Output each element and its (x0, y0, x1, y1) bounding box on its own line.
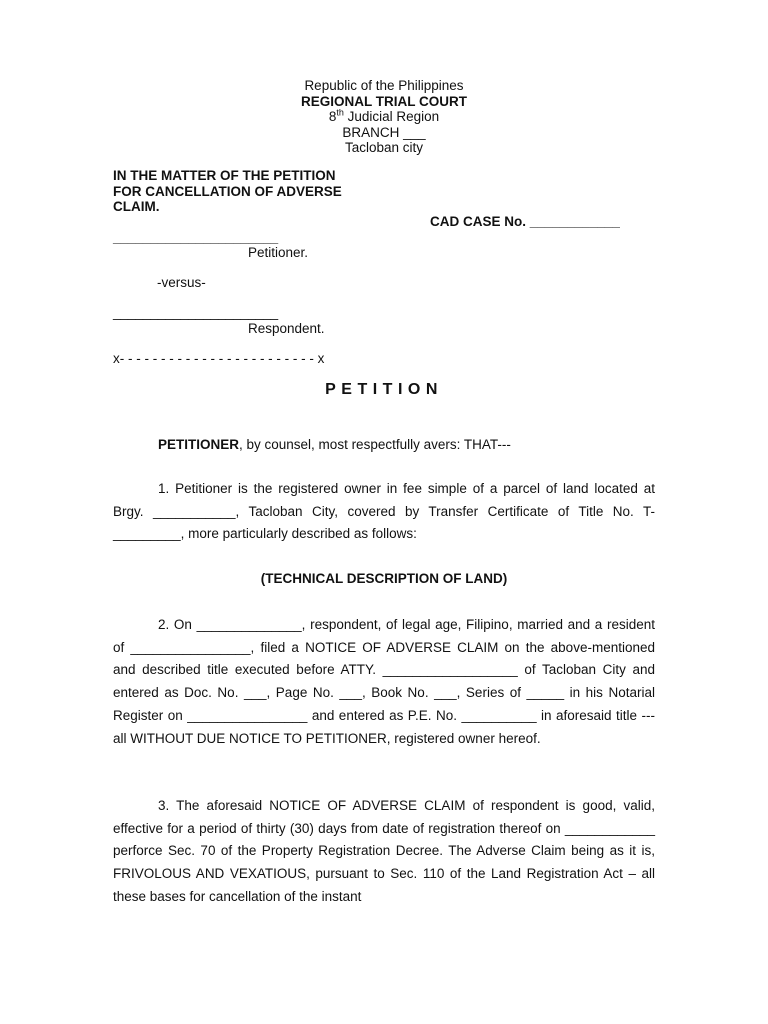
paragraph-1 (113, 478, 655, 546)
caption-line-2: FOR CANCELLATION OF ADVERSE (113, 183, 342, 199)
caption-line-3: CLAIM. (113, 199, 160, 214)
paragraph-2 (113, 614, 655, 750)
versus-label: -versus- (157, 275, 206, 290)
intro-paragraph (158, 437, 511, 452)
respondent-label: Respondent. (248, 321, 325, 336)
paragraph-3 (113, 795, 655, 909)
intro-text: , by counsel, most respectfully avers: THAT--- (239, 437, 511, 452)
header-city: Tacloban city (344, 140, 424, 155)
caption-line-1: IN THE MATTER OF THE PETITION (113, 168, 336, 183)
respondent-blank: ______________________ (113, 305, 279, 320)
technical-description-heading: (TECHNICAL DESCRIPTION OF LAND) (260, 571, 508, 586)
header-branch: BRANCH ___ (342, 124, 426, 140)
document-title: PETITION (325, 381, 443, 398)
header-region-text: Judicial Region (343, 109, 440, 124)
case-caption (113, 168, 342, 215)
court-header (0, 78, 768, 156)
header-region-number: 8 (328, 109, 337, 124)
header-court: REGIONAL TRIAL COURT (300, 93, 467, 109)
paragraph-1-text: 1. Petitioner is the registered owner in fee simple of a parcel of land located at Brgy. ___________, Tacloban City, covered by Transfer Certificate of Title No. T-_________, more particularly described as follows: (113, 481, 655, 542)
intro-petitioner: PETITIONER (158, 437, 240, 452)
paragraph-3-text: 3. The aforesaid NOTICE OF ADVERSE CLAIM of respondent is good, valid, effective for a period of thirty (30) days from date of registration thereof on ____________ perforce Sec. 70 of the Property Registration Decree. The Adverse Claim being as it is, FRIVOLOUS AND VEXATIOUS, pursuant to Sec. 110 of the Land Registration Act – all these bases for cancellation of the instant (113, 798, 655, 904)
header-region-suffix: th (336, 107, 344, 118)
header-republic: Republic of the Philippines (304, 78, 464, 93)
caption-separator: x- - - - - - - - - - - - - - - - - - - - - - - - x (113, 351, 325, 366)
header-region (0, 109, 768, 125)
paragraph-2-text: 2. On ______________, respondent, of legal age, Filipino, married and a resident of ________________, filed a NOTICE OF ADVERSE CLAIM on the above-mentioned and described title executed before ATTY. __________________ of Tacloban City and entered as Doc. No. ___, Page No. ___, Book No. ___, Series of _____ in his Notarial Register on ________________ and entered as P.E. No. __________ in aforesaid title --- all WITHOUT DUE NOTICE TO PETITIONER, registered owner hereof. (113, 617, 655, 746)
petitioner-label: Petitioner. (248, 245, 309, 260)
cad-case-number: CAD CASE No. ____________ (430, 214, 620, 229)
petitioner-blank: ______________________ (113, 230, 279, 245)
